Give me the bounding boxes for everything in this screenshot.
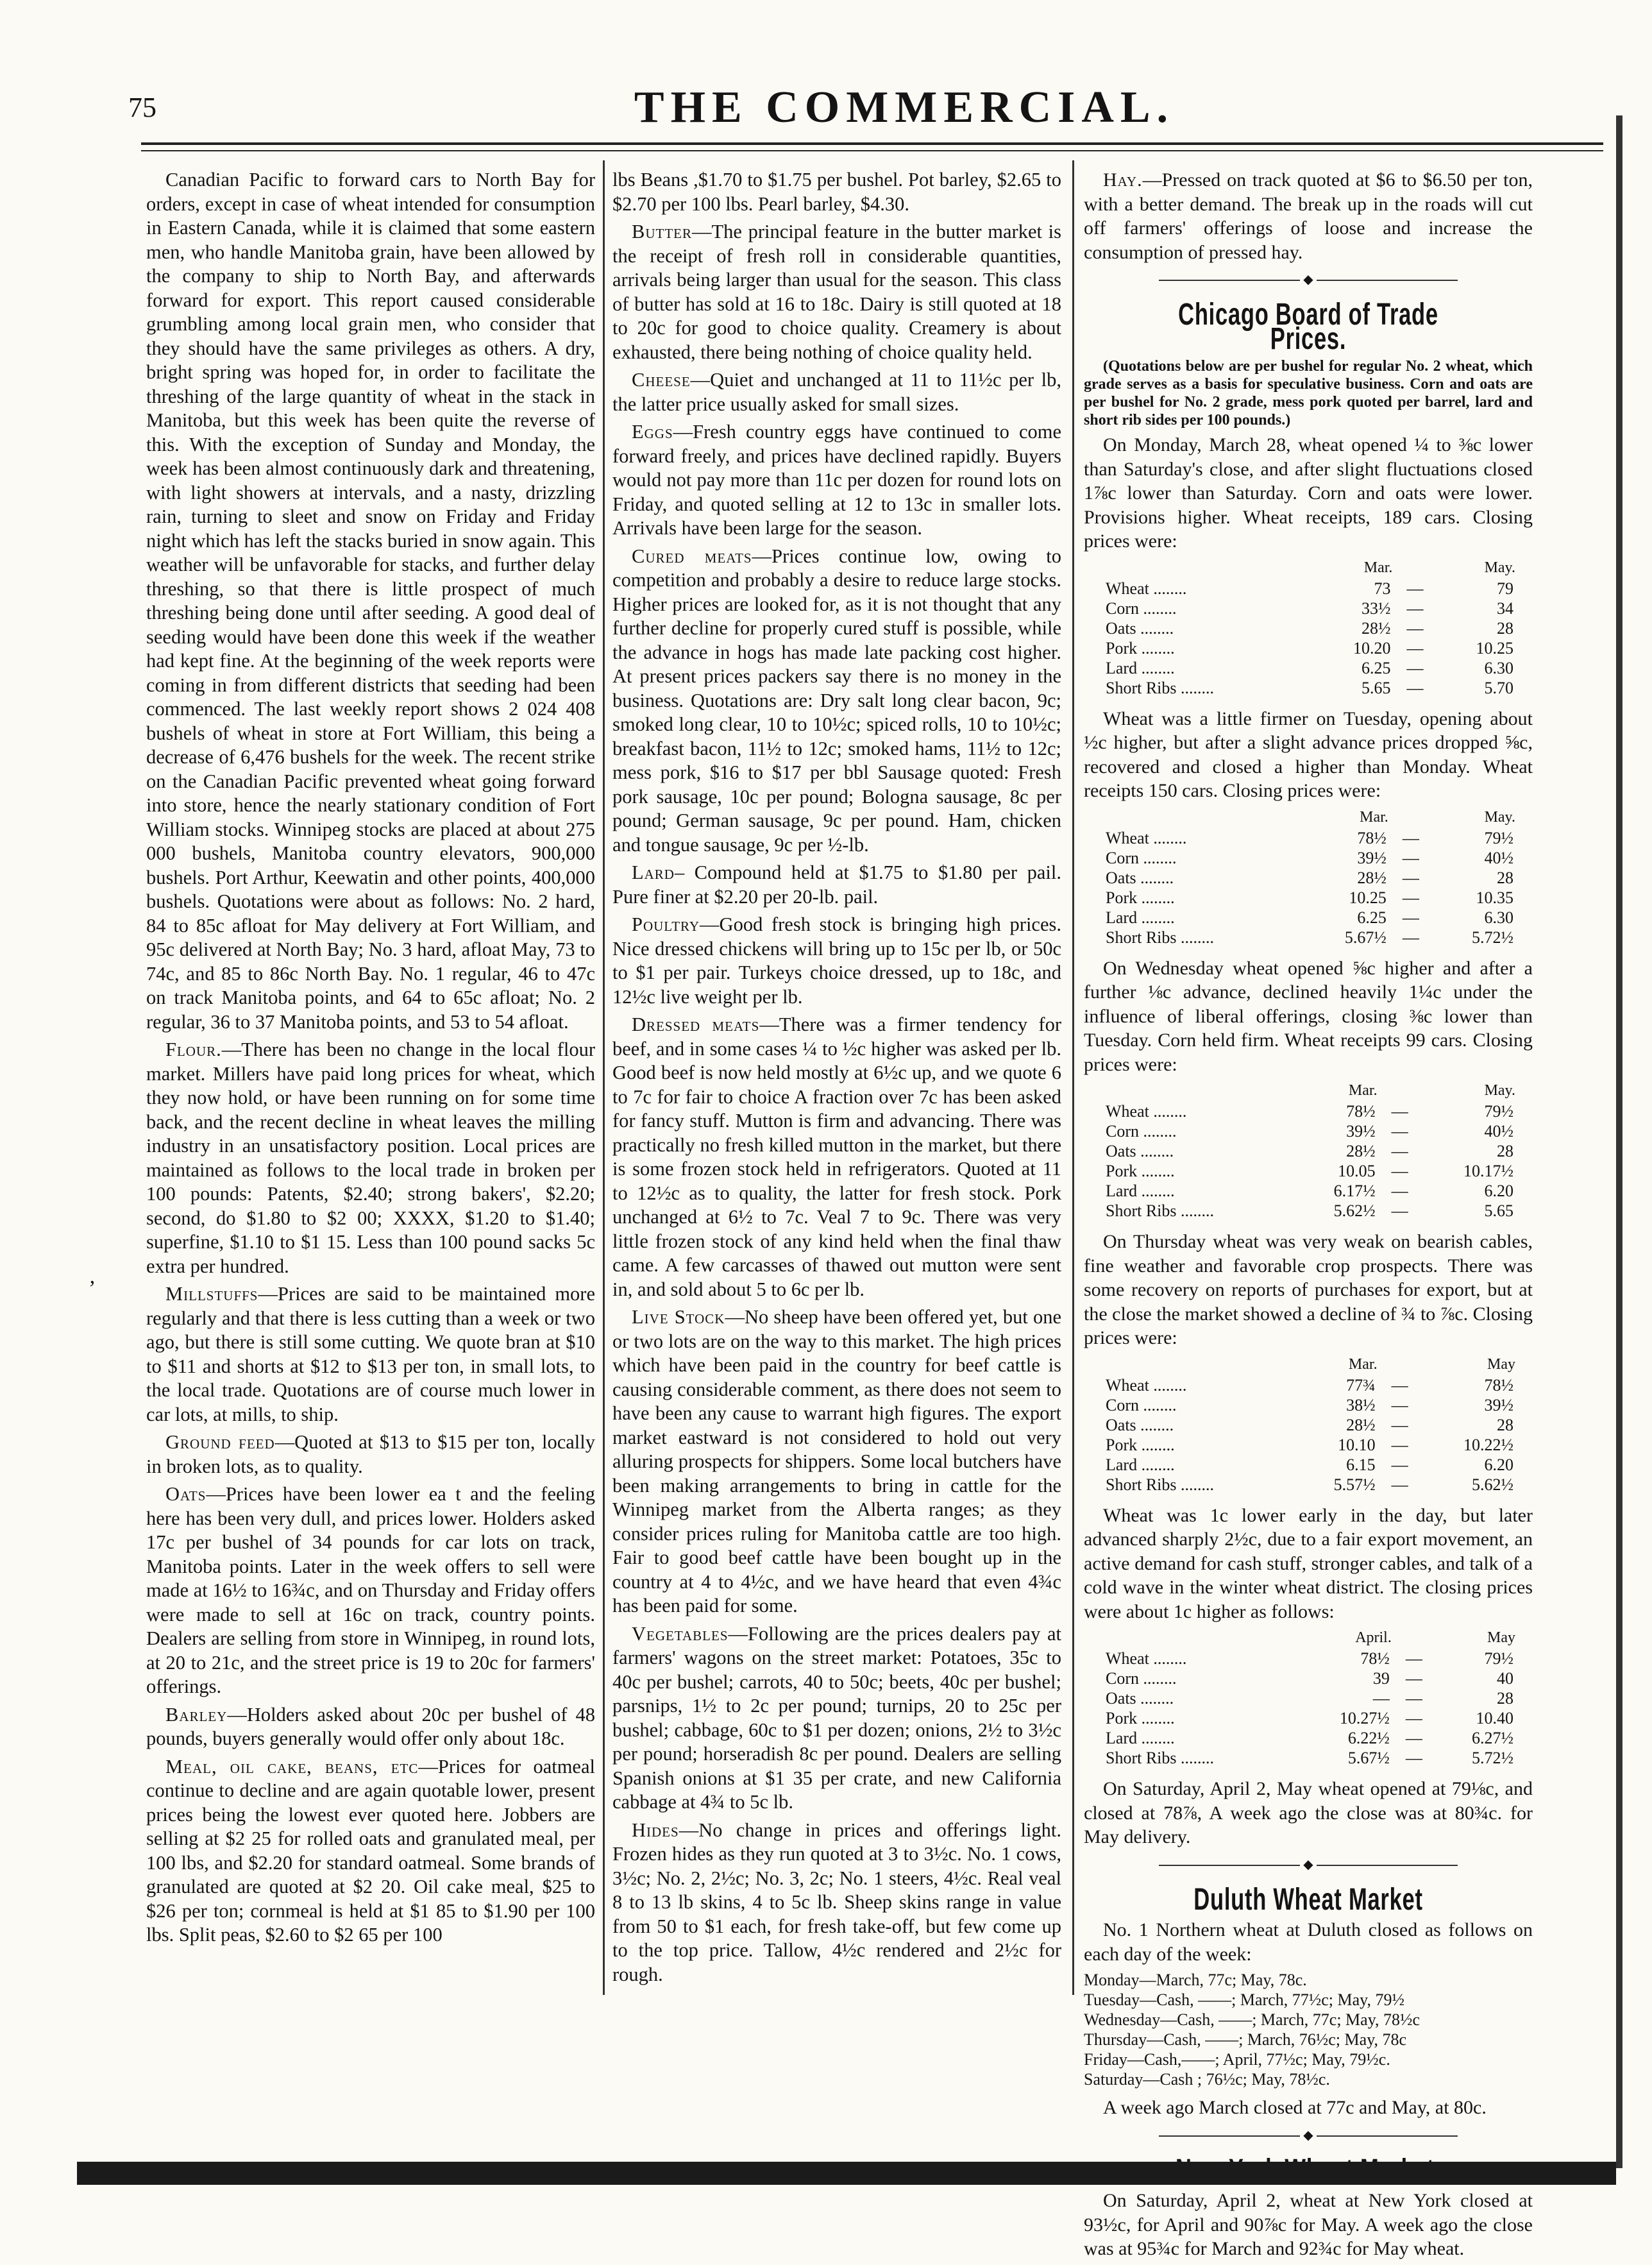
heading-poultry: Poultry [632,913,700,935]
text-flour: —There has been no change in the local flour market. Millers have paid long prices for wheat, which they now hold, or have been running on for some time back, and the recent decline in wheat leaves the milling industry in an unsatisfactory position. Local prices are maintained as follows to the local trade in broken per 100 pounds: Patents, $2.40; strong bakers', $2.20; second, do $1.80 to $2 00; XXXX, $1.20 to $1.40; superfine, $1.10 to $1 15. Less than 100 pound sacks 5c extra per hundred. [146,1039,595,1277]
price-first: 28½ [1346,1415,1376,1434]
price-table-col-header: May [1487,1355,1515,1373]
paragraph-cured-meats [612,545,1061,858]
table-row [1103,928,1516,947]
commodity-name: Corn ........ [1106,598,1177,618]
commodity-name: Pork ........ [1106,1162,1175,1180]
column-3 [1084,168,1533,2265]
price-separator: — [1402,828,1419,847]
chicago-note: (Quotations below are per bushel for regular No. 2 wheat, which grade serves as a basis for speculative business. Corn and oats are per bushel for No. 2 grade, mess pork quoted per barrel, lard and short rib sides per 100 pounds.) [1084,358,1533,428]
price-second: 10.22½ [1463,1435,1513,1454]
price-table-col-header [1103,1354,1297,1375]
chicago-wednesday: On Wednesday wheat opened ⅝c higher and after a further ⅛c advance, declined heavily 1¼c under the influence of liberal offerings, closing ⅜c lower than Tuesday. Corn held firm. Wheat receipts 99 cars. Closing prices were: [1084,957,1533,1075]
paragraph-flour [146,1038,595,1278]
price-first: 10.20 [1353,638,1391,657]
heading-dressed-meats: Dressed meats [632,1014,760,1035]
text-dressed-meats: —There was a firmer tendency for beef, and in some cases ¼ to ½c higher was asked per lb. Good beef is now held mostly at 6½c up, and we quote 6 to 7c for fair to choice A fraction over 7c has been asked for fancy stuff. Mutton is firm and advancing. There was practically no fresh killed mutton in the market, but there is some frozen stock held in refrigerators. Quoted at 11 to 12½c as to quality, the latter for fresh stock. Pork unchanged at 6½ to 7c. Veal 7 to 9c. There was very little frozen stock of any kind held when the final thaw came. A few carcasses of thawed out mutton were sent in, and sold about 5 to 6c per lb. [612,1014,1061,1300]
paragraph-dressed-meats [612,1013,1061,1302]
text-hides: —No change in prices and offerings light. Frozen hides as they run quoted at 3 to 3½c. No. 1 cows, 3½c; No. 2, 2½c; No. 3, 2c; No. 1 steers, 4½c. Real veal 8 to 13 lb skins, 4 to 5c lb. Sheep skins range in value from 50 to $1 each, for fresh take-off, but few come up to the top price. Tallow, 4½c rendered and 2½c for rough. [612,1819,1061,1985]
price-separator: — [1402,868,1419,887]
table-row [1103,1649,1516,1668]
price-table-col-header [1392,1627,1436,1649]
price-first: 78½ [1346,1102,1376,1121]
paragraph-poultry [612,913,1061,1009]
price-second: 10.17½ [1463,1162,1513,1180]
text-cured-meats: —Prices continue low, owing to competition and probably a desire to reduce large stocks. Higher prices are looked for, as it is not thought that any further decline for properly cured stuff is possible, while the advance in hogs has made late packing cost higher. At present prices packers say there is no money in the business. Quotations are: Dry salt long clear bacon, 9c; smoked long clear, 10 to 10½c; spiced rolls, 10 to 10½c; breakfast bacon, 11½ to 12c; smoked hams, 11½ to 12c; mess pork, $16 to $17 per bbl Sausage quoted: Fresh pork sausage, 10c per pound; Bologna sausage, 8c per pound; German sausage, 9c per pound. Ham, chicken and tongue sausage, 9c per ½-lb. [612,545,1061,856]
paragraph-millstuffs [146,1282,595,1427]
heading-cheese: Cheese [632,369,691,391]
table-row [1103,1435,1516,1455]
commodity-name: Corn ........ [1106,1122,1177,1141]
commodity-name: Wheat ........ [1106,828,1187,847]
commodity-name: Lard ........ [1106,908,1175,927]
price-separator: — [1402,928,1419,947]
price-table-col-header [1103,557,1314,579]
chicago-friday: Wheat was 1c lower early in the day, but later advanced sharply 2½c, due to a fair export movement, an active demand for cash stuff, stronger cables, and talk of a cold wave in the winter wheat district. The closing prices were about 1c higher as follows: [1084,1504,1533,1622]
commodity-name: Lard ........ [1106,658,1175,677]
price-second: 40 [1497,1669,1513,1688]
text-live-stock: —No sheep have been offered yet, but one or two lots are on the way to this market. The high prices which have been paid in the country for beef cattle is causing considerable comment, as there does not seem to have been any cause to warrant high figures. The export market eastward is not considered to hold out very alluring prospects for shippers. Some local butchers have been making arrangements to bring in cattle for the Winnipeg market from the Alberta ranges; as they consider prices ruling for Manitoba cattle are too high. Fair to good beef cattle have been bought up in the country at 4 to 4½c, and we have heard that even 4¾c has been paid for some. [612,1306,1061,1616]
price-separator: — [1391,1415,1408,1434]
table-row [1103,1121,1516,1141]
price-table-col-header [1393,557,1437,579]
price-second: 10.25 [1476,638,1513,657]
price-table-col-header [1103,1627,1297,1649]
table-row [1103,579,1516,598]
duluth-intro: No. 1 Northern wheat at Duluth closed as follows on each day of the week: [1084,1919,1533,1965]
price-table-header [1103,1627,1516,1649]
paragraph-ground-feed [146,1430,595,1479]
heading-hides: Hides [632,1819,679,1841]
price-table [1103,557,1516,698]
section-title-duluth: Duluth Wheat Market [1193,1882,1423,1917]
price-first: 39½ [1346,1122,1376,1141]
ornament-divider: ◆ [1084,273,1533,286]
paragraph-live-stock [612,1305,1061,1618]
table-row [1103,638,1516,658]
commodity-name: Corn ........ [1106,1395,1177,1414]
table-row [1103,1668,1516,1688]
table-row [1103,868,1516,888]
price-separator: — [1406,618,1424,638]
paragraph-eggs [612,420,1061,541]
price-separator: — [1405,1709,1422,1727]
duluth-week-ago: A week ago March closed at 77c and May, at 80c. [1103,2097,1487,2118]
price-separator: — [1402,888,1419,907]
price-second: 5.65 [1484,1201,1513,1220]
price-second: 28 [1497,618,1513,638]
text-hay: —Pressed on track quoted at $6 to $6.50 per ton, with a better demand. The break up in the roads will cut off farmers' offerings of loose and increase the consumption of pressed hay. [1084,169,1533,263]
price-first: 10.05 [1338,1162,1376,1180]
heading-flour: Flour. [165,1039,222,1060]
commodity-name: Oats ........ [1106,618,1174,638]
commodity-name: Wheat ........ [1106,1649,1187,1668]
commodity-name: Pork ........ [1106,638,1175,657]
heading-millstuffs: Millstuffs [165,1283,258,1305]
price-second: 28 [1497,1142,1513,1160]
price-second: 5.62½ [1472,1475,1513,1494]
header-rule-bottom [141,150,1603,151]
table-row [1103,828,1516,848]
price-table-header [1103,807,1516,828]
price-table-col-header: May [1487,1629,1515,1646]
price-second: 5.70 [1484,678,1513,697]
table-row [1103,848,1516,868]
table-row [1103,658,1516,678]
chicago-saturday: On Saturday, April 2, May wheat opened at 79⅛c, and closed at 78⅞, A week ago the close was at 80¾c. for May delivery. [1084,1778,1533,1847]
column-1 [146,168,595,1951]
commodity-name: Wheat ........ [1106,1375,1187,1395]
text-millstuffs: —Prices are said to be maintained more regularly and that there is less cutting than a week or two ago, but there is still some cutting. We quote bran at $10 to $11 and shorts at $12 to $13 per ton, in small lots, to the local trade. Quotations are of course much lower in car lots, at mills, to ship. [146,1283,595,1425]
price-table [1103,1080,1516,1221]
price-table-col-header: Mar. [1348,1355,1378,1373]
duluth-day: Saturday—Cash ; 76½c; May, 78½c. [1084,2070,1330,2089]
section-title-chicago: Chicago Board of Trade Prices. [1178,298,1438,356]
price-first: 28½ [1361,618,1391,638]
commodity-name: Oats ........ [1106,868,1174,887]
price-separator: — [1391,1122,1408,1141]
chicago-thursday: On Thursday wheat was very weak on bearish cables, fine weather and favorable crop prospects. There was some recovery on reports of purchases for export, but at the close the market showed a decline of ¾ to ⅞c. Closing prices were: [1084,1231,1533,1348]
price-first: 33½ [1361,598,1391,618]
price-separator: — [1391,1455,1408,1474]
commodity-name: Pork ........ [1106,1709,1175,1727]
commodity-name: Corn ........ [1106,848,1177,867]
table-row [1103,1201,1516,1221]
column-2 [612,168,1061,1990]
price-second: 6.30 [1484,658,1513,677]
price-first: 5.65 [1361,678,1391,697]
price-first: 10.10 [1338,1435,1376,1454]
price-second: 6.20 [1484,1182,1513,1200]
price-first: 6.25 [1361,658,1391,677]
commodity-name: Corn ........ [1106,1669,1177,1688]
commodity-name: Oats ........ [1106,1689,1174,1708]
price-second: 40½ [1484,1122,1513,1141]
column-divider-left [603,160,605,1995]
price-table-header [1103,1354,1516,1375]
table-row [1103,1101,1516,1121]
price-first: 28½ [1357,868,1386,887]
text-vegetables: —Following are the prices dealers pay at farmers' wagons on the street market: Potatoes, 35c to 40c per bushel; carrots, 40 to 50c; beets, 40c per bushel; parsnips, 1½ to 2c per pound; turnips, 20 to 25c per bushel; cabbage, 60c to $1 per dozen; onions, 2½ to 3½c per pound; horseradish 8c per pound. Dealers are selling Spanish onions at $1 35 per crate, and new California cabbage at 4¾ to 5c lb. [612,1622,1061,1813]
paragraph-hides [612,1819,1061,1987]
price-second: 79½ [1484,1649,1513,1668]
price-separator: — [1391,1182,1408,1200]
heading-oats: Oats [165,1483,206,1505]
heading-ground-feed: Ground feed [165,1431,275,1453]
price-second: 40½ [1484,848,1513,867]
commodity-name: Short Ribs ........ [1106,678,1215,697]
heading-butter: Butter [632,221,692,242]
heading-eggs: Eggs [632,421,673,443]
text-lard: – Compound held at $1.75 to $1.80 per pail. Pure finer at $2.20 per 20-lb. pail. [612,861,1061,908]
table-row [1103,888,1516,908]
table-row [1103,1748,1516,1768]
commodity-name: Lard ........ [1106,1455,1175,1474]
text-eggs: —Fresh country eggs have continued to come forward freely, and prices have declined rapidly. Buyers would not pay more than 11c per dozen for round lots on Friday, and quoted selling at 12 to 13c in smaller lots. Arrivals have been large for the season. [612,421,1061,539]
paragraph-meal [146,1755,595,1947]
price-first: 38½ [1346,1395,1376,1414]
price-table [1103,1354,1516,1495]
price-first: 5.57½ [1333,1475,1376,1494]
heading-cured-meats: Cured meats [632,545,752,567]
price-separator: — [1391,1395,1408,1414]
price-first: 77¾ [1346,1375,1376,1395]
price-first: 5.67½ [1347,1749,1390,1767]
table-row [1103,908,1516,928]
price-table-col-header [1378,1354,1422,1375]
price-second: 79½ [1484,828,1513,847]
table-row [1103,1161,1516,1181]
price-separator: — [1391,1162,1408,1180]
price-table-col-header [1103,807,1306,828]
table-row [1103,678,1516,698]
table-row [1103,1455,1516,1475]
page-bottom-bar [77,2162,1616,2185]
price-second: 79½ [1484,1102,1513,1121]
table-row [1103,1688,1516,1708]
table-row [1103,598,1516,618]
heading-lard: Lard [632,861,675,883]
price-second: 6.20 [1484,1455,1513,1474]
duluth-day: Wednesday—Cash, ——; March, 77c; May, 78½c [1084,2010,1420,2029]
price-first: 5.62½ [1333,1201,1376,1220]
paragraph-hay [1084,168,1533,264]
price-second: 28 [1497,1689,1513,1708]
ornament-divider: ◆ [1084,2129,1533,2142]
price-table-header [1103,557,1516,579]
chicago-monday: On Monday, March 28, wheat opened ¼ to ⅜c lower than Saturday's close, and after slight fluctuations closed 1⅞c lower than Saturday. Corn and oats were lower. Provisions higher. Wheat receipts, 189 cars. Closing prices were: [1084,434,1533,552]
paragraph-oats [146,1482,595,1699]
table-row [1103,1395,1516,1415]
price-first: 73 [1374,579,1391,598]
price-table-header [1103,1080,1516,1101]
price-first: 6.15 [1346,1455,1376,1474]
commodity-name: Wheat ........ [1106,1102,1187,1121]
commodity-name: Wheat ........ [1106,579,1187,598]
duluth-day-list [1084,1970,1533,2089]
price-table-col-header: May. [1484,559,1515,576]
price-second: 78½ [1484,1375,1513,1395]
price-separator: — [1402,848,1419,867]
price-table [1103,1627,1516,1768]
price-separator: — [1405,1729,1422,1747]
table-row [1103,1375,1516,1395]
text-ground-feed: —Quoted at $13 to $15 per ton, locally in broken lots, as to quality. [146,1431,596,1477]
price-table-col-header [1103,1080,1297,1101]
price-first: 78½ [1360,1649,1390,1668]
text-barley: —Holders asked about 20c per bushel of 48 pounds, buyers generally would offer only about 18c. [146,1703,595,1749]
margin-mark: ’ [88,1277,96,1300]
price-first: 10.25 [1349,888,1386,907]
table-row [1103,1181,1516,1201]
commodity-name: Short Ribs ........ [1106,1475,1215,1494]
page-number: 75 [128,92,156,123]
text-oats: —Prices have been lower ea t and the feeling here has been very dull, and prices lower. Holders asked 17c per bushel of 34 pounds for car lots on track, Manitoba points. Later in the week offers to sell were made at 16½ to 16¾c, and on Thursday and Friday offers were made to sell at 16c on track, country points. Dealers are selling from store in Winnipeg, in round lots, at 20 to 21c, and the street price is 19 to 20c for farmers' offerings. [146,1483,595,1697]
price-separator: — [1405,1749,1422,1767]
price-first: 28½ [1346,1142,1376,1160]
price-table-col-header: Mar. [1360,808,1388,826]
paragraph-beans: lbs Beans ,$1.70 to $1.75 per bushel. Pot barley, $2.65 to $2.70 per 100 lbs. Pearl barley, $4.30. [612,169,1061,215]
heading-live-stock: Live Stock [632,1306,725,1328]
commodity-name: Short Ribs ........ [1106,1201,1215,1220]
column-divider-right [1072,160,1074,1995]
text-cheese: —Quiet and unchanged at 11 to 11½c per lb, the latter price usually asked for small sizes. [612,369,1061,415]
price-separator: — [1391,1201,1408,1220]
price-separator: — [1406,678,1424,697]
text-poultry: —Good fresh stock is bringing high prices. Nice dressed chickens will bring up to 15c per lb, or 50c to $1 per pair. Turkeys choice dressed, up to 18c, and 12½c live weight per lb. [612,913,1061,1008]
price-table-col-header: May. [1484,1082,1515,1099]
paragraph-vegetables [612,1622,1061,1815]
masthead-title: THE COMMERCIAL. [634,83,1175,132]
price-second: 28 [1497,1415,1513,1434]
price-first: 6.25 [1357,908,1386,927]
price-table-col-header: April. [1355,1629,1392,1646]
price-separator: — [1391,1475,1408,1494]
commodity-name: Oats ........ [1106,1142,1174,1160]
price-separator: — [1405,1689,1422,1708]
price-first: — [1372,1689,1390,1708]
price-second: 79 [1497,579,1513,598]
price-separator: — [1391,1435,1408,1454]
commodity-name: Lard ........ [1106,1729,1175,1747]
price-separator: — [1405,1649,1422,1668]
price-first: 6.22½ [1347,1729,1390,1747]
commodity-name: Oats ........ [1106,1415,1174,1434]
paragraph-lard [612,861,1061,909]
price-first: 5.67½ [1344,928,1386,947]
price-first: 39½ [1357,848,1386,867]
newyork-body: On Saturday, April 2, wheat at New York closed at 93½c, for April and 90⅞c for May. A week ago the close was at 95¾c for March and 92¾c for May wheat. [1084,2190,1533,2259]
paragraph-barley [146,1703,595,1751]
price-table-col-header: Mar. [1348,1082,1378,1099]
text-butter: —The principal feature in the butter market is the receipt of fresh roll in considerable quantities, arrivals being larger than usual for the season. This class of butter has sold at 16 to 18c. Dairy is still quoted at 18 to 20c for good to choice quality. Creamery is about exhausted, there being nothing of choice quality held. [612,221,1061,363]
price-table-col-header [1389,807,1433,828]
heading-barley: Barley [165,1703,228,1726]
table-row [1103,1415,1516,1435]
price-first: 6.17½ [1333,1182,1376,1200]
price-separator: — [1406,579,1424,598]
price-second: 6.30 [1484,908,1513,927]
table-row [1103,1728,1516,1748]
price-second: 5.72½ [1472,1749,1513,1767]
price-table-col-header [1378,1080,1422,1101]
text-meal: —Prices for oatmeal continue to decline and are again quotable lower, present prices being the lowest ever quoted here. Jobbers are selling at $2 25 for rolled oats and granulated meal, per 100 lbs, and $2.20 for standard oatmeal. Some brands of granulated are quoted at $2 20. Oil cake meal, $25 to $26 per ton; cornmeal is held at $1 85 to $1.90 per 100 lbs. Split peas, $2.60 to $2 65 per 100 [146,1755,595,1946]
price-separator: — [1406,658,1424,677]
price-second: 28 [1497,868,1513,887]
heading-vegetables: Vegetables [632,1622,729,1645]
commodity-name: Pork ........ [1106,1435,1175,1454]
price-first: 10.27½ [1339,1709,1390,1727]
price-separator: — [1406,638,1424,657]
price-separator: — [1402,908,1419,927]
price-table [1103,807,1516,947]
price-second: 10.35 [1476,888,1513,907]
price-table-col-header: Mar. [1363,559,1393,576]
paragraph-butter [612,220,1061,364]
chicago-tuesday: Wheat was a little firmer on Tuesday, opening about ½c higher, but after a slight advance prices dropped ⅝c, recovered and closed a higher than Monday. Wheat receipts 150 cars. Closing prices were: [1084,708,1533,801]
table-row [1103,1475,1516,1495]
commodity-name: Pork ........ [1106,888,1175,907]
duluth-day: Friday—Cash,——; April, 77½c; May, 79½c. [1084,2050,1390,2069]
price-first: 39 [1372,1669,1390,1688]
price-separator: — [1391,1142,1408,1160]
price-second: 10.40 [1476,1709,1513,1727]
commodity-name: Short Ribs ........ [1106,1749,1215,1767]
price-separator: — [1391,1375,1408,1395]
price-separator: — [1391,1102,1408,1121]
table-row [1103,1708,1516,1728]
table-row [1103,1141,1516,1161]
price-second: 34 [1497,598,1513,618]
heading-meal: Meal, oil cake, beans, etc [165,1755,419,1777]
price-second: 39½ [1484,1395,1513,1414]
paragraph-cheese [612,368,1061,416]
header-rule-top [141,142,1603,145]
commodity-name: Short Ribs ........ [1106,928,1215,947]
price-separator: — [1406,598,1424,618]
duluth-day: Monday—March, 77c; May, 78c. [1084,1971,1307,1989]
ornament-divider: ◆ [1084,1858,1533,1871]
duluth-day: Thursday—Cash, ——; March, 76½c; May, 78c [1084,2030,1407,2049]
price-first: 78½ [1357,828,1386,847]
price-second: 6.27½ [1472,1729,1513,1747]
paragraph-grain: Canadian Pacific to forward cars to North Bay for orders, except in case of wheat intended for consumption in Eastern Canada, while it is claimed that some eastern men, who handle Manitoba grain, have been allowed by the company to ship to North Bay, and afterwards forward for export. This report caused considerable grumbling among local grain men, who consider that they should have the same privileges as others. A dry, bright spring was hoped for, in order to facilitate the threshing of the large quantity of wheat in the stack in Manitoba, but this week has been quite the reverse of this. With the exception of Sunday and Monday, the week has been almost continuously dark and threatening, with light showers at intervals, and a nasty, drizzling rain, turning to sleet and snow on Friday and Friday night which has left the stacks buried in snow again. This weather will be unfavorable for stacks, and further delay threshing, so that there is little prospect of much threshing being done until after seeding. A good deal of seeding would have been done this week if the weather had kept fine. At the beginning of the week reports were coming in from different districts that seeding had been commenced. The last weekly report shows 2 024 408 bushels of wheat in store at Fort William, this being a decrease of 6,476 bushels for the week. The recent strike on the Canadian Pacific prevented wheat going forward into store, hence the nearly stationary condition of Fort William stocks. Winnipeg stocks are placed at about 275 000 bushels, Manitoba country elevators, 900,000 bushels. Port Arthur, Keewatin and other points, 400,000 bushels. Quotations were about as follows: No. 2 hard, 84 to 85c afloat for May delivery at Fort William, and 95c delivered at North Bay; No. 3 hard, afloat May, 73 to 74c, and 85 to 86c North Bay. No. 1 regular, 46 to 47c on track Manitoba points, and 64 to 65c afloat; No. 2 regular, 36 to 37 Manitoba points, and 53 to 54 afloat. [146,169,595,1033]
commodity-name: Lard ........ [1106,1182,1175,1200]
duluth-day: Tuesday—Cash, ——; March, 77½c; May, 79½ [1084,1990,1404,2009]
table-row [1103,618,1516,638]
price-table-col-header: May. [1484,808,1515,826]
page-edge-shadow [1616,115,1622,2168]
heading-hay: Hay. [1103,169,1143,191]
price-separator: — [1405,1669,1422,1688]
price-second: 5.72½ [1472,928,1513,947]
